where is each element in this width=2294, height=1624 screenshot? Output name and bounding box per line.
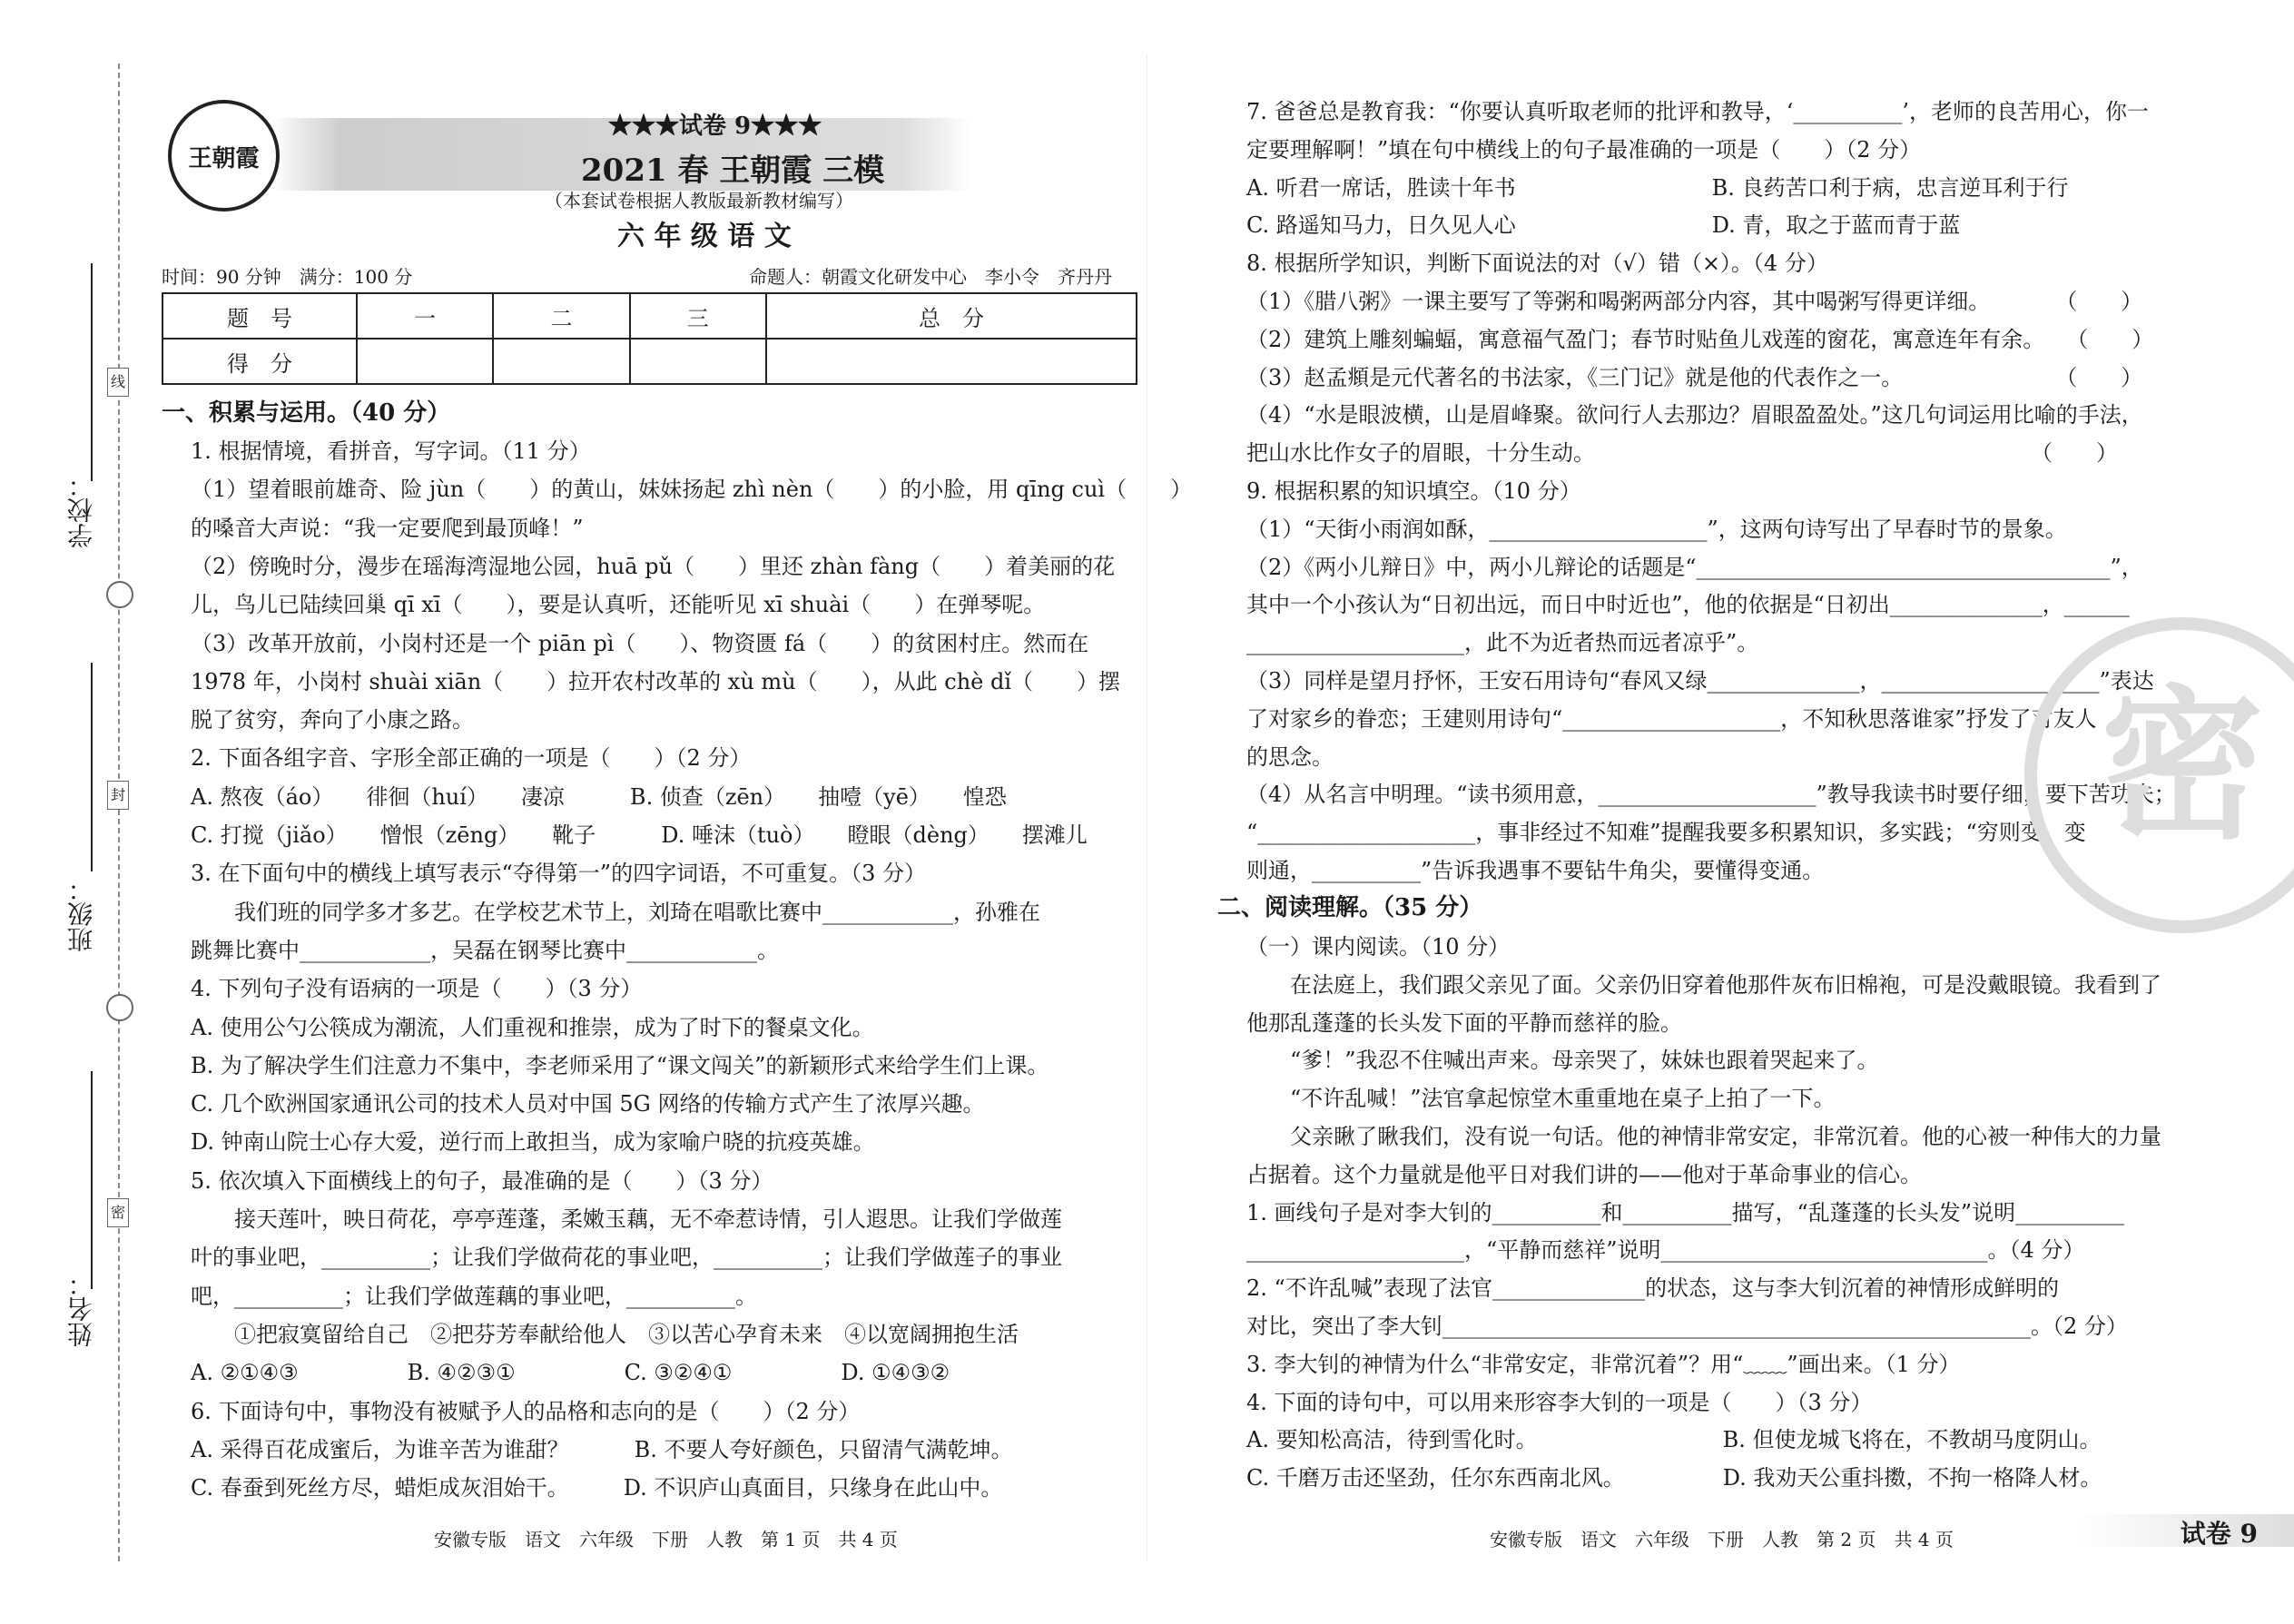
school-label: 学校： [66, 472, 96, 548]
text-line: C. 几个欧洲国家通讯公司的技术人员对中国 5G 网络的传输方式产生了浓厚兴趣。 [191, 1091, 985, 1117]
text-line: （1）《腊八粥》一课主要写了等粥和喝粥两部分内容，其中喝粥写得更详细。 （ ） [1246, 289, 2143, 314]
text-line: 6. 下面诗句中，事物没有被赋予人的品格和志向的是（ ）（2 分） [191, 1398, 861, 1424]
text-line: 的思念。 [1246, 743, 1334, 770]
right-page-footer: 安徽专版 语文 六年级 下册 人教 第 2 页 共 4 页 [1490, 1529, 1954, 1550]
score-table-cell: 题 号 [162, 293, 357, 339]
text-line: 定要理解啊！”填在句中横线上的句子最准确的一项是（ ）（2 分） [1246, 136, 1922, 162]
score-table-cell: 总 分 [766, 293, 1137, 339]
text-line: （1）望着眼前雄奇、险 jùn（ ）的黄山，妹妹扬起 zhì nèn（ ）的小脸，用 qīng cuì（ ） [191, 477, 1193, 503]
logo-text: 王朝霞 [188, 145, 260, 172]
exam-title: 2021 春 王朝霞 三模 [581, 153, 885, 189]
paper-number: ★★★试卷 9★★★ [608, 113, 822, 140]
text-line: 跳舞比赛中____________，吴磊在钢琴比赛中____________。 [191, 937, 779, 963]
text-line: 其中一个小孩认为“日初出远，而日中时近也”，他的依据是“日初出______________，______ [1246, 592, 2130, 618]
score-entry-cell[interactable] [357, 339, 493, 384]
left-page-footer: 安徽专版 语文 六年级 下册 人教 第 1 页 共 4 页 [434, 1529, 898, 1550]
text-line: D. 钟南山院士心存大爱，逆行而上敢担当，成为家喻户晓的抗疫英雄。 [191, 1129, 875, 1156]
text-line: 对比，突出了李大钊______________________________________________________。（2 分） [1246, 1314, 2128, 1339]
score-entry-cell[interactable] [493, 339, 629, 384]
text-line: A. 熬夜（áo） 徘徊（huí） 凄凉 B. 侦查（zēn） 抽噎（yē） 惶恐 [191, 783, 1007, 810]
text-line: （1）“天街小雨润如酥，____________________”，这两句诗写出了早春时节的景象。 [1246, 516, 2067, 542]
text-line: A. ②①④③ B. ④②③① C. ③②④① D. ①④③② [191, 1360, 950, 1386]
text-line: 吧，__________；让我们学做莲藕的事业吧，__________。 [191, 1283, 757, 1309]
score-entry-cell[interactable] [766, 339, 1137, 384]
text-line: （一）课内阅读。（10 分） [1246, 934, 1511, 960]
text-line: 把山水比作女子的眉眼，十分生动。 （ ） [1246, 440, 2118, 467]
watermark-seal [2024, 617, 2294, 933]
text-line: 的嗓音大声说：“我一定要爬到最顶峰！” [191, 515, 584, 541]
text-line: ①把寂寞留给自己 ②把芬芳奉献给他人 ③以苦心孕育未来 ④以宽阔拥抱生活 [191, 1321, 1019, 1347]
text-line: 我们班的同学多才多艺。在学校艺术节上，刘琦在唱歌比赛中____________，孙雅在 [191, 899, 1040, 925]
text-line: 2. “不许乱喊”表现了法官______________的状态，这与李大钊沉着的神情形成鲜明的 [1246, 1275, 2060, 1302]
text-line: 9. 根据积累的知识填空。（10 分） [1246, 478, 1581, 504]
score-table [162, 292, 1137, 385]
score-table-header-row [162, 293, 1137, 339]
right-page [1147, 0, 2294, 1624]
text-line: 4. 下面的诗句中，可以用来形容李大钊的一项是（ ）（3 分） [1246, 1389, 1873, 1415]
text-line: C. 春蚕到死丝方尽，蜡炬成灰泪始干。 D. 不识庐山真面目，只缘身在此山中。 [191, 1475, 1003, 1501]
text-line: 了对家乡的眷恋；王建则用诗句“____________________，不知秋思落谁家”抒发了对友人 [1246, 705, 2097, 732]
class-label: 班级： [66, 876, 96, 952]
text-line: （4）“水是眼波横，山是眉峰聚。欲问行人去那边？眉眼盈盈处。”这几句词运用比喻的手法， [1246, 402, 2143, 428]
section-two-heading: 二、阅读理解。（35 分） [1217, 894, 1483, 921]
text-line: 在法庭上，我们跟父亲见了面。父亲仍旧穿着他那件灰布旧棉袍，可是没戴眼镜。我看到了 [1246, 971, 2161, 998]
text-line: ____________________，此不为近者热而远者凉乎”。 [1246, 630, 1759, 656]
text-line: 2. 下面各组字音、字形全部正确的一项是（ ）（2 分） [191, 745, 752, 772]
text-line: 8. 根据所学知识，判断下面说法的对（√）错（×）。（4 分） [1246, 251, 1828, 277]
time-score-info: 时间：90 分钟 满分：100 分 [162, 266, 413, 288]
score-table-cell: 一 [357, 293, 493, 339]
section-one-heading: 一、积累与运用。（40 分） [162, 399, 451, 427]
text-line: A. 采得百花成蜜后，为谁辛苦为谁甜？ B. 不要人夸好颜色，只留清气满乾坤。 [191, 1436, 1013, 1462]
text-line: （2）傍晚时分，漫步在瑶海湾湿地公园，huā pǔ（ ）里还 zhàn fàng（ ）着美丽的花 [191, 553, 1116, 579]
school-underline [91, 263, 93, 481]
seal-circle-icon [106, 994, 133, 1021]
text-line: 占据着。这个力量就是他平日对我们讲的——他对于革命事业的信心。 [1246, 1161, 1922, 1187]
seal-circle-icon [106, 581, 133, 608]
score-table-cell: 三 [630, 293, 766, 339]
name-label: 姓名： [66, 1271, 96, 1347]
text-line: 1. 根据情境，看拼音，写字词。（11 分） [191, 438, 591, 464]
score-table-score-row [162, 339, 1137, 384]
text-line: 5. 依次填入下面横线上的句子，最准确的是（ ）（3 分） [191, 1167, 773, 1194]
text-line: 1. 画线句子是对李大钊的__________和__________描写，“乱蓬蓬的长头发”说明__________ [1246, 1199, 2125, 1225]
text-line: 父亲瞅了瞅我们，没有说一句话。他的神情非常安定，非常沉着。他的心被一种伟大的力量 [1246, 1124, 2161, 1149]
text-line: C. 千磨万击还坚劲，任尔东西南北风。 D. 我劝天公重抖擞，不拘一格降人材。 [1246, 1465, 2102, 1491]
text-line: （3）改革开放前，小岗村还是一个 piān pì（ ）、物资匮 fá（ ）的贫困村庄。然而在 [191, 630, 1089, 656]
score-entry-cell[interactable] [630, 339, 766, 384]
text-line: A. 使用公勺公筷成为潮流，人们重视和推崇，成为了时下的餐桌文化。 [191, 1014, 874, 1040]
text-line: 1978 年，小岗村 shuài xiān（ ）拉开农村改革的 xù mù（ ），从此 chè dǐ（ ）摆 [191, 668, 1121, 694]
text-line: 叶的事业吧，__________；让我们学做荷花的事业吧，__________；让我们学做莲子的事业 [191, 1245, 1062, 1271]
text-line: “爹！”我忍不住喊出声来。母亲哭了，妹妹也跟着哭起来了。 [1246, 1048, 1879, 1074]
text-line: 3. 在下面句中的横线上填写表示“夺得第一”的四字词语，不可重复。（3 分） [191, 861, 926, 887]
seal-tab-seal: 封 [107, 781, 129, 810]
text-line: C. 路遥知马力，日久见人心 D. 青，取之于蓝而青于蓝 [1246, 212, 1961, 239]
text-line: ____________________，“平静而慈祥”说明______________________________。（4 分） [1246, 1237, 2085, 1264]
score-table-cell: 二 [493, 293, 629, 339]
text-line: C. 打搅（jiǎo） 憎恨（zēng） 靴子 D. 唾沫（tuò） 瞪眼（dèng） 摆滩儿 [191, 822, 1088, 848]
binding-dashed-line [118, 64, 120, 1561]
brand-logo [168, 100, 280, 212]
text-line: （3）同样是望月抒怀，王安石用诗句“春风又绿______________，____________________”表达 [1246, 668, 2154, 694]
text-line: “不许乱喊！”法官拿起惊堂木重重地在桌子上拍了一下。 [1246, 1086, 1836, 1112]
text-line: 7. 爸爸总是教育我：“你要认真听取老师的批评和教导，‘__________’，老师的良苦用心，你一 [1246, 99, 2150, 124]
text-line: 接天莲叶，映日荷花，亭亭莲蓬，柔嫩玉藕，无不牵惹诗情，引人遐思。让我们学做莲 [191, 1206, 1062, 1232]
name-underline [91, 1071, 93, 1289]
text-line: 则通，__________”告诉我遇事不要钻牛角尖，要懂得变通。 [1246, 858, 1825, 883]
score-table-cell: 得 分 [162, 339, 357, 384]
text-line: “____________________，事非经过不知难”提醒我要多积累知识，多实践；“穷则变，变 [1246, 820, 2086, 846]
grade-subject-title: 六 年 级 语 文 [617, 221, 792, 252]
paper-number-tag: 试卷 9 [2076, 1514, 2294, 1547]
text-line: 儿，鸟儿已陆续回巢 qī xī（ ），要是认真听，还能听见 xī shuài（ ）在弹琴呢。 [191, 592, 1046, 618]
text-line: （4）从名言中明理。“读书须用意，____________________”教导我读书时要仔细，要下苦功夫； [1246, 782, 2176, 808]
text-line: （3）赵孟頫是元代著名的书法家，《三门记》就是他的代表作之一。 （ ） [1246, 364, 2143, 390]
text-line: （2）《两小儿辩日》中，两小儿辩论的话题是“______________________________________”， [1246, 554, 2143, 580]
text-line: 3. 李大钊的神情为什么“非常安定，非常沉着”？用“﹏﹏”画出来。（1 分） [1246, 1351, 1961, 1377]
authors-info: 命题人：朝霞文化研发中心 李小令 齐丹丹 [749, 266, 1112, 288]
seal-tab-secret: 密 [107, 1198, 129, 1227]
exam-subtitle: （本套试卷根据人教版最新教材编写） [545, 190, 853, 212]
class-underline [91, 663, 93, 871]
text-line: A. 听君一席话，胜读十年书 B. 良药苦口利于病，忠言逆耳利于行 [1246, 174, 2069, 201]
seal-tab-line: 线 [107, 368, 129, 397]
text-line: 他那乱蓬蓬的长头发下面的平静而慈祥的脸。 [1246, 1009, 1682, 1036]
text-line: 4. 下列句子没有语病的一项是（ ）（3 分） [191, 976, 643, 1002]
watermark-text: 密 [2100, 670, 2264, 861]
text-line: B. 为了解决学生们注意力不集中，李老师采用了“课文闯关”的新颖形式来给学生们上课。 [191, 1052, 1049, 1078]
text-line: （2）建筑上雕刻蝙蝠，寓意福气盈门；春节时贴鱼儿戏莲的窗花，寓意连年有余。 （ ） [1246, 326, 2154, 352]
text-line: A. 要知松高洁，待到雪化时。 B. 但使龙城飞将在，不教胡马度阴山。 [1246, 1427, 2102, 1453]
text-line: 脱了贫穷，奔向了小康之路。 [191, 707, 474, 733]
